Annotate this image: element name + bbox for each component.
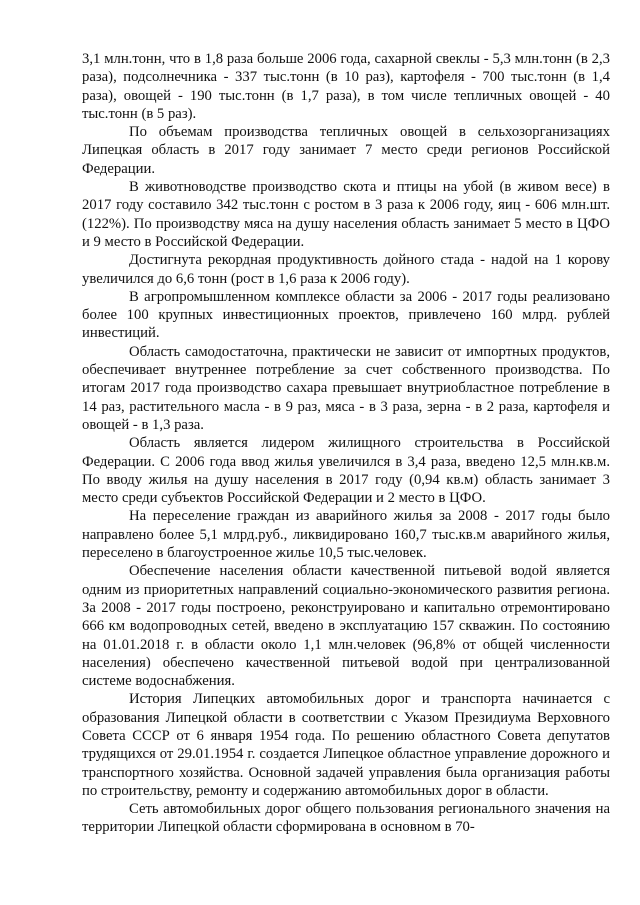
paragraph-road-network: Сеть автомобильных дорог общего пользования регионального значения на территории Липецкой области сформирована в основном в 70- bbox=[82, 801, 610, 836]
paragraph-agro-investment: В агропромышленном комплексе области за 2006 - 2017 годы реализовано более 100 крупных инвестиционных проектов, привлечено 160 млрд. рублей инвестиций. bbox=[82, 288, 610, 342]
document-page bbox=[82, 50, 610, 837]
paragraph-greenhouse-vegetables: По объемам производства тепличных овощей в сельхозорганизациях Липецкая область в 2017 году занимает 7 место среди регионов Российской Федерации. bbox=[82, 124, 610, 177]
paragraph-livestock: В животноводстве производство скота и птицы на убой (в живом весе) в 2017 году составило 342 тыс.тонн с ростом в 3 раза к 2006 году, яиц - 606 млн.шт. (122%). По производству мяса на душу населения область занимает 5 место в ЦФО и 9 место в Российской Федерации. bbox=[82, 179, 610, 250]
paragraph-dairy-yield: Достигнута рекордная продуктивность дойного стада - надой на 1 корову увеличился до 6,6 тонн (рост в 1,6 раза к 2006 году). bbox=[82, 252, 610, 287]
paragraph-drinking-water: Обеспечение населения области качественной питьевой водой является одним из приоритетных направлений социально-экономического развития региона. За 2008 - 2017 годы построено, реконструировано и капитально отремонтировано 666 км водопроводных сетей, введено в эксплуатацию 157 скважин. По состоянию на 01.01.2018 г. в области около 1,1 млн.человек (96,8% от общей численности населения) обеспечено качественной питьевой водой при централизованной системе водоснабжения. bbox=[82, 563, 610, 690]
paragraph-road-history: История Липецких автомобильных дорог и транспорта начинается с образования Липецкой области в соответствии с Указом Президиума Верховного Совета СССР от 6 января 1954 года. По решению областного Совета депутатов трудящихся от 29.01.1954 г. создается Липецкое областное управление дорожного и транспортного хозяйства. Основной задачей управления была организация работы по строительству, ремонту и содержанию автомобильных дорог в области. bbox=[82, 691, 610, 799]
paragraph-resettlement: На переселение граждан из аварийного жилья за 2008 - 2017 годы было направлено более 5,1 млрд.руб., ликвидировано 160,7 тыс.кв.м аварийного жилья, переселено в благоустроенное жилье 10,5 тыс.человек. bbox=[82, 508, 610, 562]
paragraph-housing-construction: Область является лидером жилищного строительства в Российской Федерации. С 2006 года ввод жилья увеличился в 3,4 раза, введено 12,5 млн.кв.м. По вводу жилья на душу населения в 2017 году (0,94 кв.м) область занимает 3 место среди субъектов Российской Федерации и 2 место в ЦФО. bbox=[82, 435, 610, 507]
paragraph-self-sufficiency: Область самодостаточна, практически не зависит от импортных продуктов, обеспечивает внутреннее потребление за счет собственного производства. По итогам 2017 года производство сахара превышает внутриобластное потребление в 14 раз, растительного масла - в 9 раз, мяса - в 3 раза, зерна - в 2 раза, картофеля и овощей - в 1,3 раза. bbox=[82, 343, 610, 433]
paragraph-crop-harvest: 3,1 млн.тонн, что в 1,8 раза больше 2006 года, сахарной свеклы - 5,3 млн.тонн (в 2,3 раза), подсолнечника - 337 тыс.тонн (в 10 раз), картофеля - 700 тыс.тонн (в 1,4 раза), овощей - 190 тыс.тонн (в 1,7 раза), в том числе тепличных овощей - 40 тыс.тонн (в 5 раз). bbox=[82, 51, 610, 122]
